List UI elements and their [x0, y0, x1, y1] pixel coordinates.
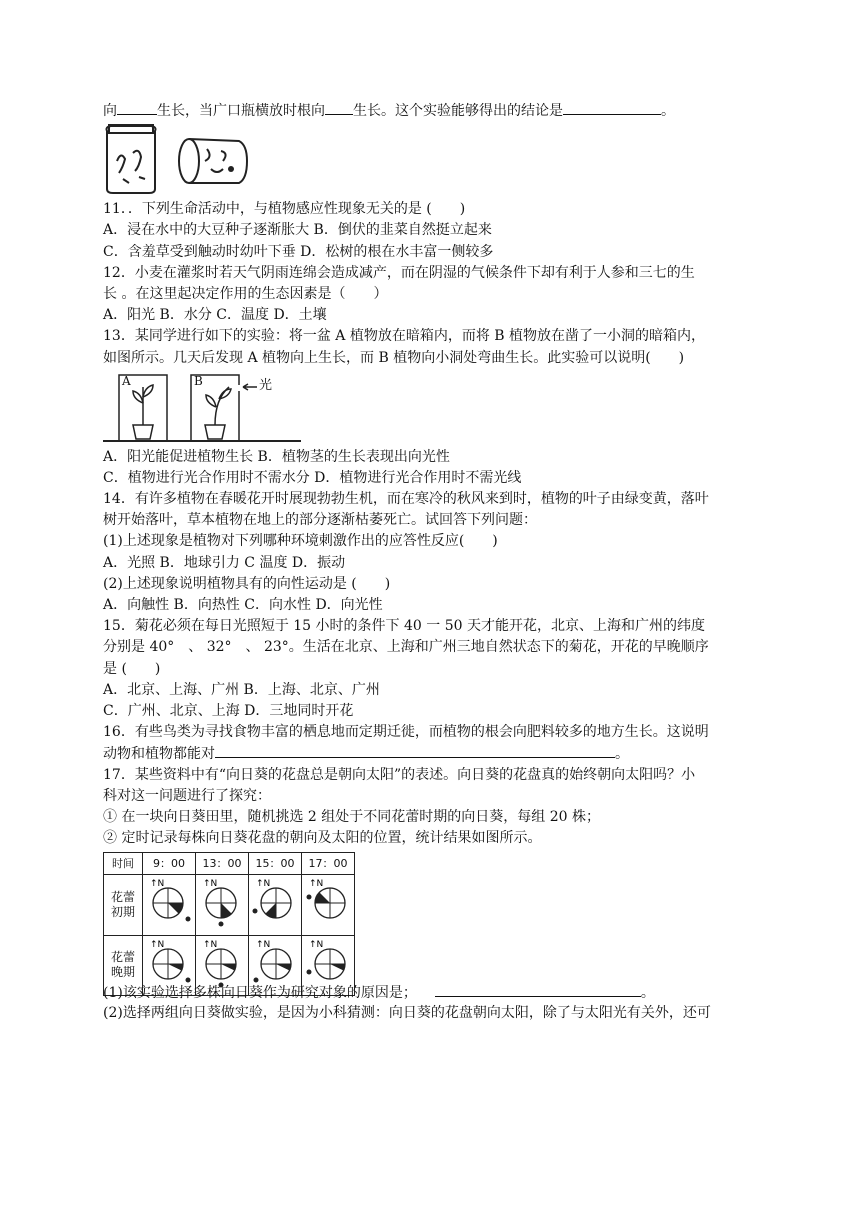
q11-stem: 11．．下列生命活动中，与植物感应性现象无关的是 ( )	[103, 201, 466, 218]
label-a: A	[122, 373, 131, 388]
q11-options-1: A．浸在水中的大豆种子逐渐胀大 B．倒伏的韭菜自然挺立起来	[103, 222, 492, 239]
q17-step-1: ① 在一块向日葵田里，随机挑选 2 组处于不同花蕾时期的向日葵，每组 20 株；	[103, 808, 600, 825]
q13-dark-box-figure	[103, 369, 768, 447]
sunflower-table	[103, 852, 355, 996]
q13-options-1: A．阳光能促进植物生长 B．植物茎的生长表现出向光性	[103, 448, 450, 465]
q15-options-2: C．广州、北京、上海 D．三地同时开花	[103, 702, 354, 719]
row-late-bud: 花蕾晚期	[104, 935, 143, 995]
row-early-bud: 花蕾初期	[104, 875, 143, 935]
clock-early-1300	[196, 875, 249, 935]
q14-line-2: 树开始落叶，草本植物在地上的部分逐渐枯萎死亡。试回答下列问题：	[103, 512, 537, 529]
svg-text:↑N: ↑N	[256, 939, 271, 950]
q14-sub2: (2)上述现象说明植物具有的向性运动是 ( )	[103, 575, 391, 592]
light-label: 光	[259, 377, 273, 393]
q10-blank-1[interactable]	[117, 100, 157, 115]
q13-options-2: C．植物进行光合作用时不需水分 D．植物进行光合作用时不需光线	[103, 469, 522, 486]
q14-sub1-options: A．光照 B．地球引力 C 温度 D．振动	[103, 554, 346, 571]
q14-sub1: (1)上述现象是植物对下列哪种环境刺激作出的应答性反应( )	[103, 533, 498, 550]
svg-text:↑N: ↑N	[309, 879, 324, 890]
q17-step-2: ② 定时记录每株向日葵花盘的朝向及太阳的位置，统计结果如图所示。	[103, 830, 542, 847]
q17-sub1-text: (1)该实验选择多株向日葵作为研究对象的原因是；	[103, 985, 417, 1002]
q17-sunflower-table-figure	[103, 849, 768, 982]
q13-line-2: 如图所示。几天后发现 A 植物向上生长，而 B 植物向小洞处弯曲生长。此实验可以说明( )	[103, 349, 685, 366]
table-time-4: 17：00	[302, 853, 355, 875]
q16-line-1: 16．有些鸟类为寻找食物丰富的栖息地而定期迁徙，而植物的根会向肥料较多的地方生长。这说明	[103, 724, 709, 741]
q11-options-2: C．含羞草受到触动时幼叶下垂 D．松树的根在水丰富一侧较多	[103, 243, 494, 260]
svg-text:↑N: ↑N	[203, 879, 218, 890]
clock-early-0900	[143, 875, 196, 935]
q12-line-2: 长 。在这里起决定作用的生态因素是（ ）	[103, 285, 388, 302]
q15-line-2: 分别是 40° 、 32° 、 23°。生活在北京、上海和广州三地自然状态下的菊花，开花的早晚顺序	[103, 639, 709, 656]
svg-text:↑N: ↑N	[309, 939, 324, 950]
q13-line-1: 13．某同学进行如下的实验：将一盆 A 植物放在暗箱内，而将 B 植物放在凿了一小洞的暗箱内，	[103, 328, 706, 345]
q10-blank-2[interactable]	[325, 100, 353, 115]
q14-sub2-options: A．向触性 B．向热性 C．向水性 D．向光性	[103, 597, 383, 613]
svg-text:↑N: ↑N	[256, 879, 271, 890]
label-b: B	[194, 373, 203, 388]
q10-text	[103, 100, 768, 121]
q12-options: A．阳光 B．水分 C．温度 D．土壤	[103, 307, 327, 324]
q17-sub1-blank[interactable]	[435, 982, 641, 997]
north-label: ↑N	[150, 879, 165, 890]
q16-line2-text: 动物和植物都能对	[103, 746, 215, 763]
q10-part4: 。	[661, 103, 675, 119]
q10-blank-3[interactable]	[563, 100, 661, 115]
table-time-3: 15：00	[249, 853, 302, 875]
q16-line2-end: 。	[615, 746, 629, 763]
q17-sub1-end: 。	[640, 985, 655, 1002]
q10-part2: 生长，当广口瓶横放时根向	[157, 103, 325, 119]
q10-part1: 向	[103, 103, 117, 119]
table-time-1: 9：00	[143, 853, 196, 875]
clock-early-1500	[249, 875, 302, 935]
q17-line-2: 科对这一问题进行了探究：	[103, 787, 271, 804]
q17-sub2: (2)选择两组向日葵做实验，是因为小科猜测：向日葵的花盘朝向太阳，除了与太阳光有关外，还可	[103, 1005, 711, 1022]
svg-text:↑N: ↑N	[203, 939, 218, 950]
q17-line-1: 17．某些资料中有“向日葵的花盘总是朝向太阳”的表述。向日葵的花盘真的始终朝向太阳吗？小	[103, 766, 696, 783]
q10-jar-figure	[103, 121, 768, 199]
table-time-2: 13：00	[196, 853, 249, 875]
svg-text:↑N: ↑N	[150, 939, 165, 950]
q15-line-1: 15．菊花必须在每日光照短于 15 小时的条件下 40 一 50 天才能开花，北京、上海和广州的纬度	[103, 618, 705, 635]
clock-early-1700	[302, 875, 355, 935]
q10-part3: 生长。这个实验能够得出的结论是	[353, 103, 563, 119]
q16-blank[interactable]	[215, 743, 615, 758]
q15-line-3: 是 ( )	[103, 660, 161, 677]
q12-line-1: 12．小麦在灌浆时若天气阴雨连绵会造成减产，而在阴湿的气候条件下却有利于人参和三七的生	[103, 264, 695, 281]
q17-sub1	[103, 982, 768, 1003]
q15-options-1: A．北京、上海、广州 B．上海、北京、广州	[103, 681, 380, 698]
q16-line-2	[103, 743, 768, 764]
table-header-time: 时间	[104, 853, 143, 875]
q14-line-1: 14．有许多植物在春暖花开时展现勃勃生机，而在寒冷的秋风来到时，植物的叶子由绿变黄，落叶	[103, 491, 709, 508]
worksheet-page	[103, 100, 768, 1025]
